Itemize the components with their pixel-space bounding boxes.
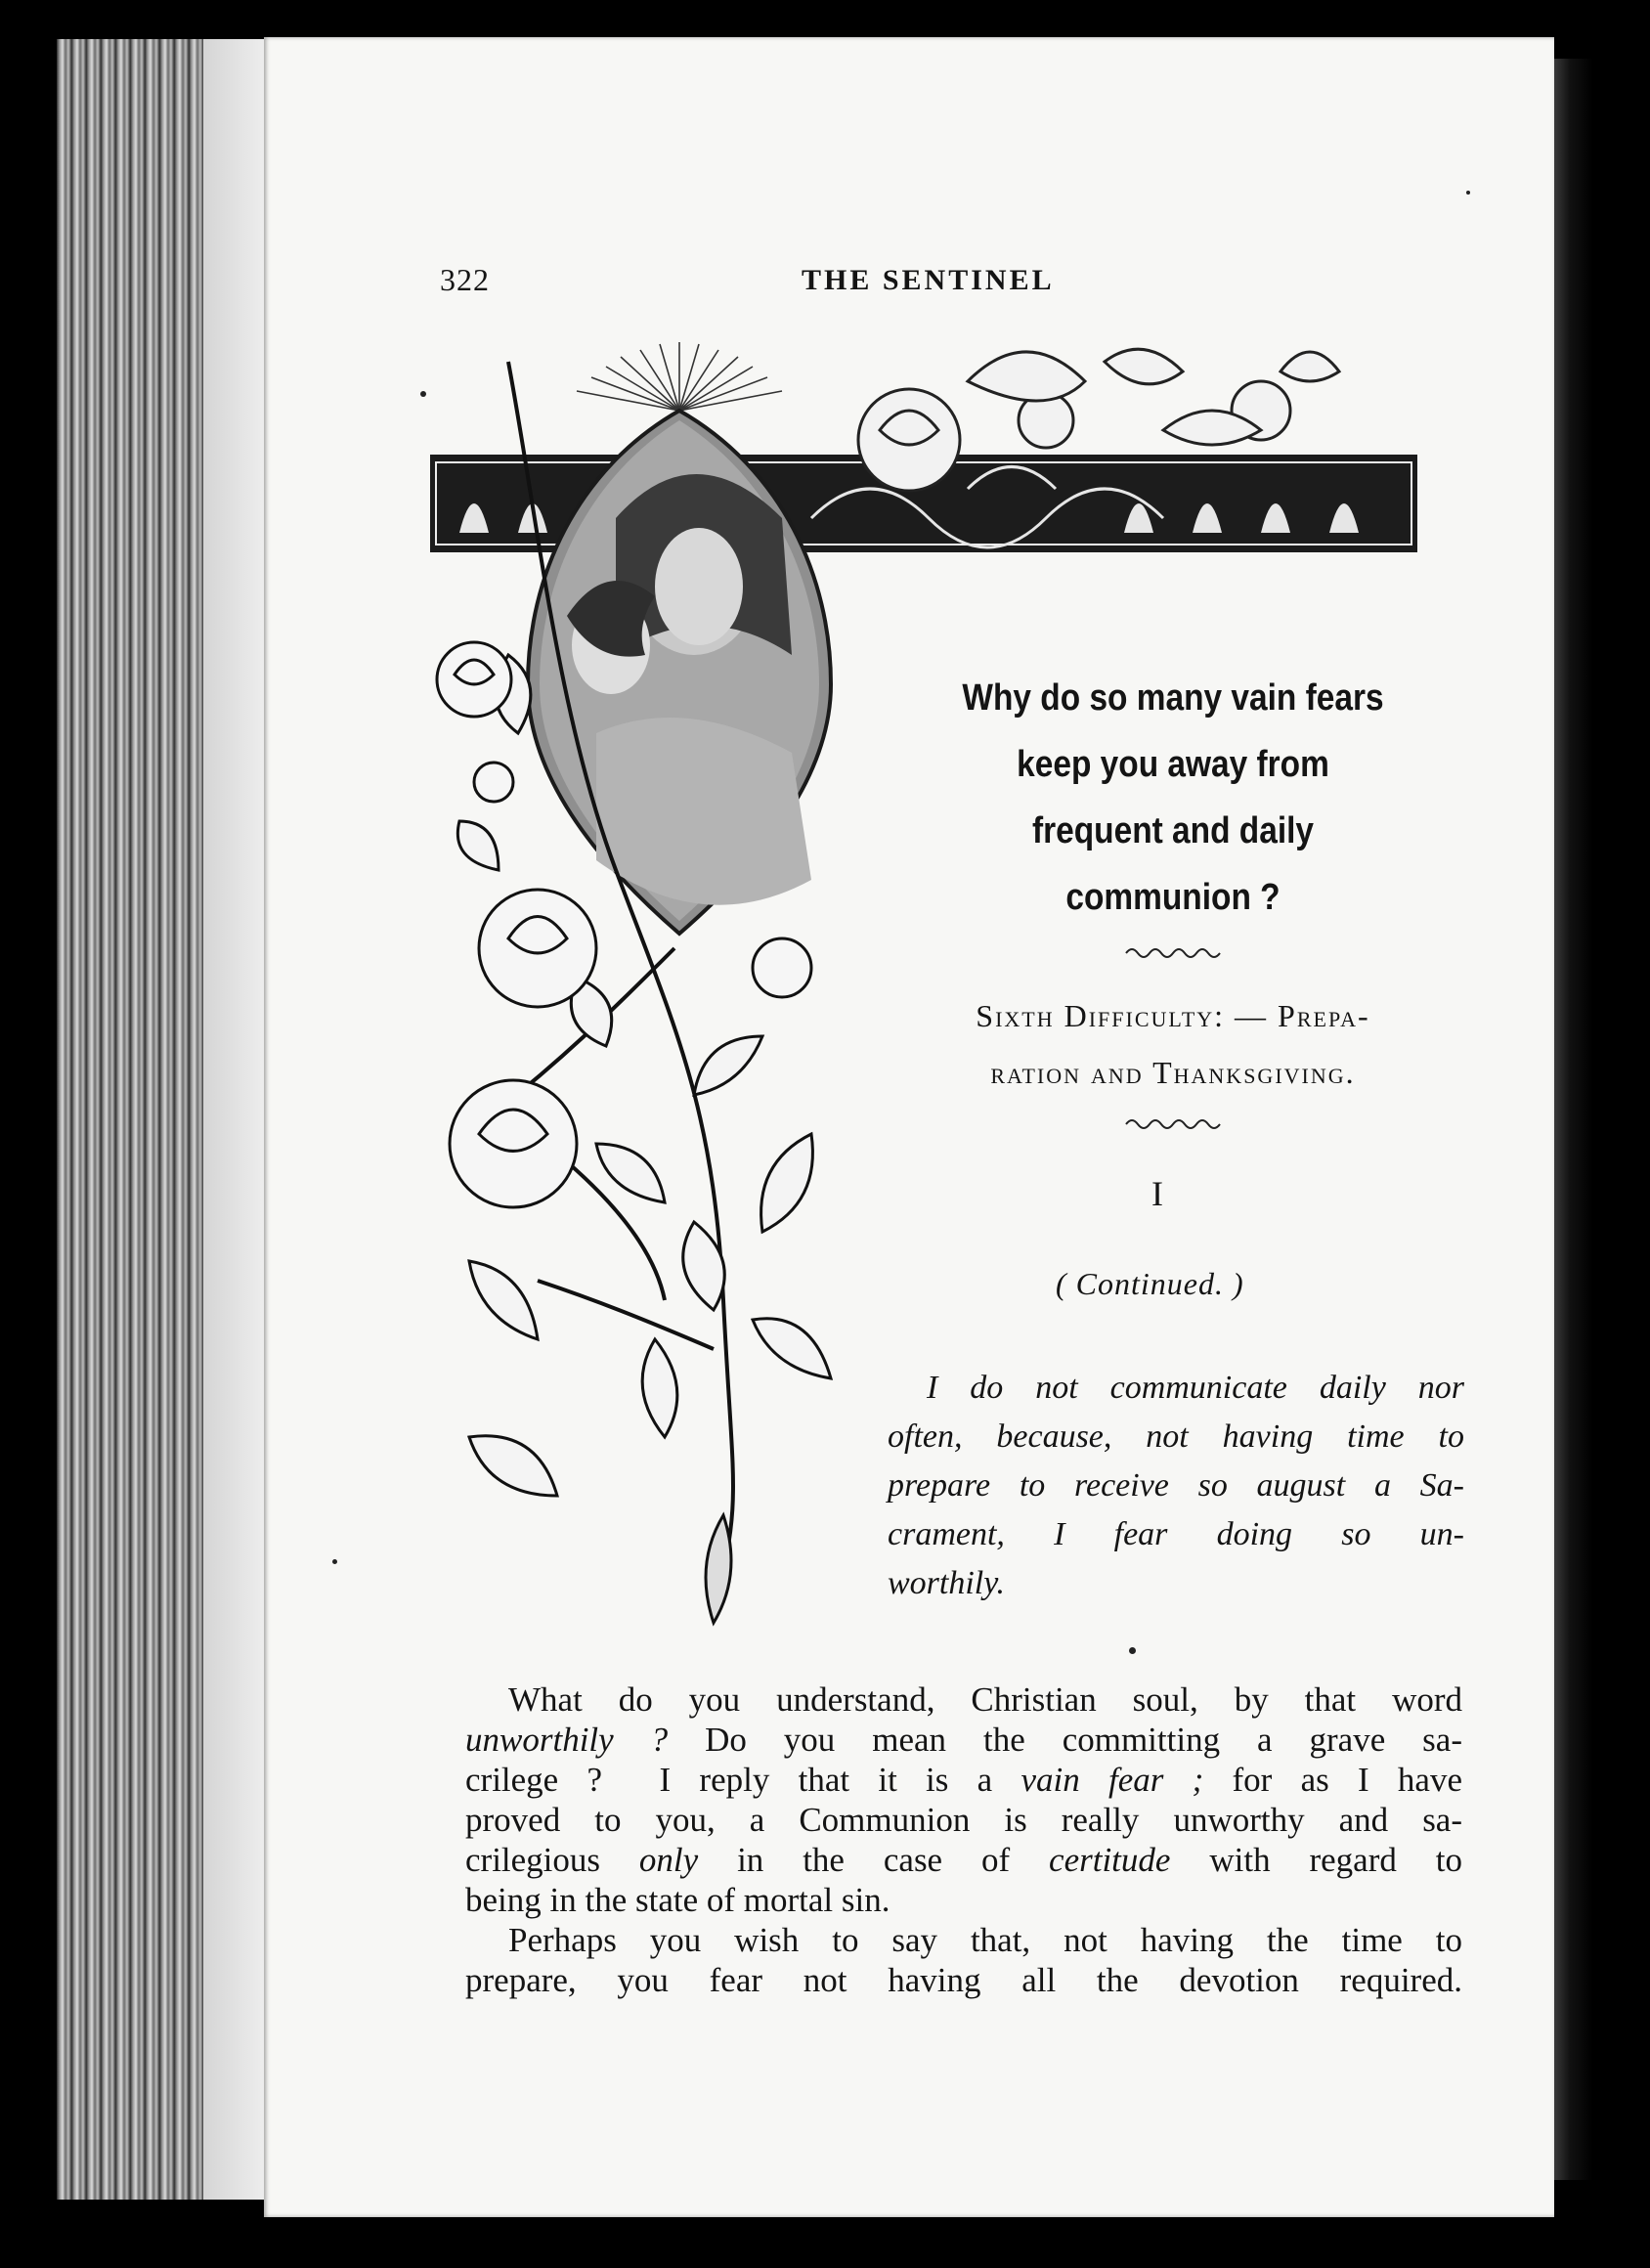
emphasis-text: vain fear ;: [1020, 1761, 1204, 1799]
title-line: Why do so many vain fears: [962, 677, 1384, 719]
body-text-run: Do you mean the committing a grave sa-: [668, 1721, 1462, 1759]
body-text: [465, 1679, 1462, 2000]
body-line: [465, 1679, 1462, 1720]
article-title: [897, 665, 1448, 931]
body-text-run: What do you understand, Christian soul, by that word: [508, 1680, 1462, 1719]
body-line: proved to you, a Communion is really unworthy and sa-: [465, 1801, 1462, 1839]
body-line: [465, 1840, 1462, 1880]
body-text-run: in the case of: [698, 1841, 1050, 1879]
print-speck: [1466, 191, 1470, 195]
center-dot: [1129, 1647, 1136, 1654]
objection-line: often, because, not having time to: [888, 1418, 1464, 1455]
objection-text: [888, 1364, 1464, 1608]
halo-rays-icon: [577, 342, 782, 411]
difficulty-heading: [880, 987, 1466, 1101]
title-line: frequent and daily: [1031, 810, 1315, 851]
body-line: [465, 1760, 1462, 1800]
continued-note: ( Continued. ): [1056, 1266, 1244, 1301]
body-line: prepare, you fear not having all the devotion required.: [465, 1961, 1462, 1999]
title-line: keep you away from: [1017, 744, 1329, 785]
body-line: being in the state of mortal sin.: [465, 1881, 890, 1919]
swash-divider-icon: [1124, 1114, 1222, 1130]
objection-line: worthily.: [888, 1565, 1005, 1601]
page-number: 322: [440, 262, 490, 297]
objection-line: prepare to receive so august a Sa-: [888, 1467, 1464, 1504]
body-text-run: crilege ? I reply that it is a: [465, 1761, 1021, 1799]
swash-divider-icon: [1124, 943, 1222, 959]
objection-line: I do not communicate daily nor: [927, 1370, 1464, 1406]
running-title: THE SENTINEL: [802, 264, 1055, 296]
body-text-run: crilegious: [465, 1841, 639, 1879]
difficulty-line: ration and Thanksgiving.: [990, 1055, 1356, 1090]
print-speck: [332, 1559, 337, 1564]
emphasis-text: unworthily ?: [465, 1721, 669, 1759]
body-text-run: with regard to: [1170, 1841, 1462, 1879]
difficulty-line: Sixth Difficulty: — Prepa-: [976, 998, 1370, 1033]
body-line: Perhaps you wish to say that, not having the time to: [508, 1921, 1462, 1959]
title-line: communion ?: [1065, 877, 1281, 918]
section-number: I: [1151, 1174, 1163, 1213]
body-text-run: for as I have: [1203, 1761, 1462, 1799]
emphasis-text: only: [638, 1841, 699, 1879]
emphasis-text: certitude: [1049, 1841, 1171, 1879]
book-page-edges: [57, 39, 272, 2200]
objection-line: crament, I fear doing so un-: [888, 1516, 1464, 1552]
body-line: [465, 1720, 1462, 1760]
right-page-shadow: [1554, 59, 1593, 2180]
print-speck: [420, 391, 426, 397]
